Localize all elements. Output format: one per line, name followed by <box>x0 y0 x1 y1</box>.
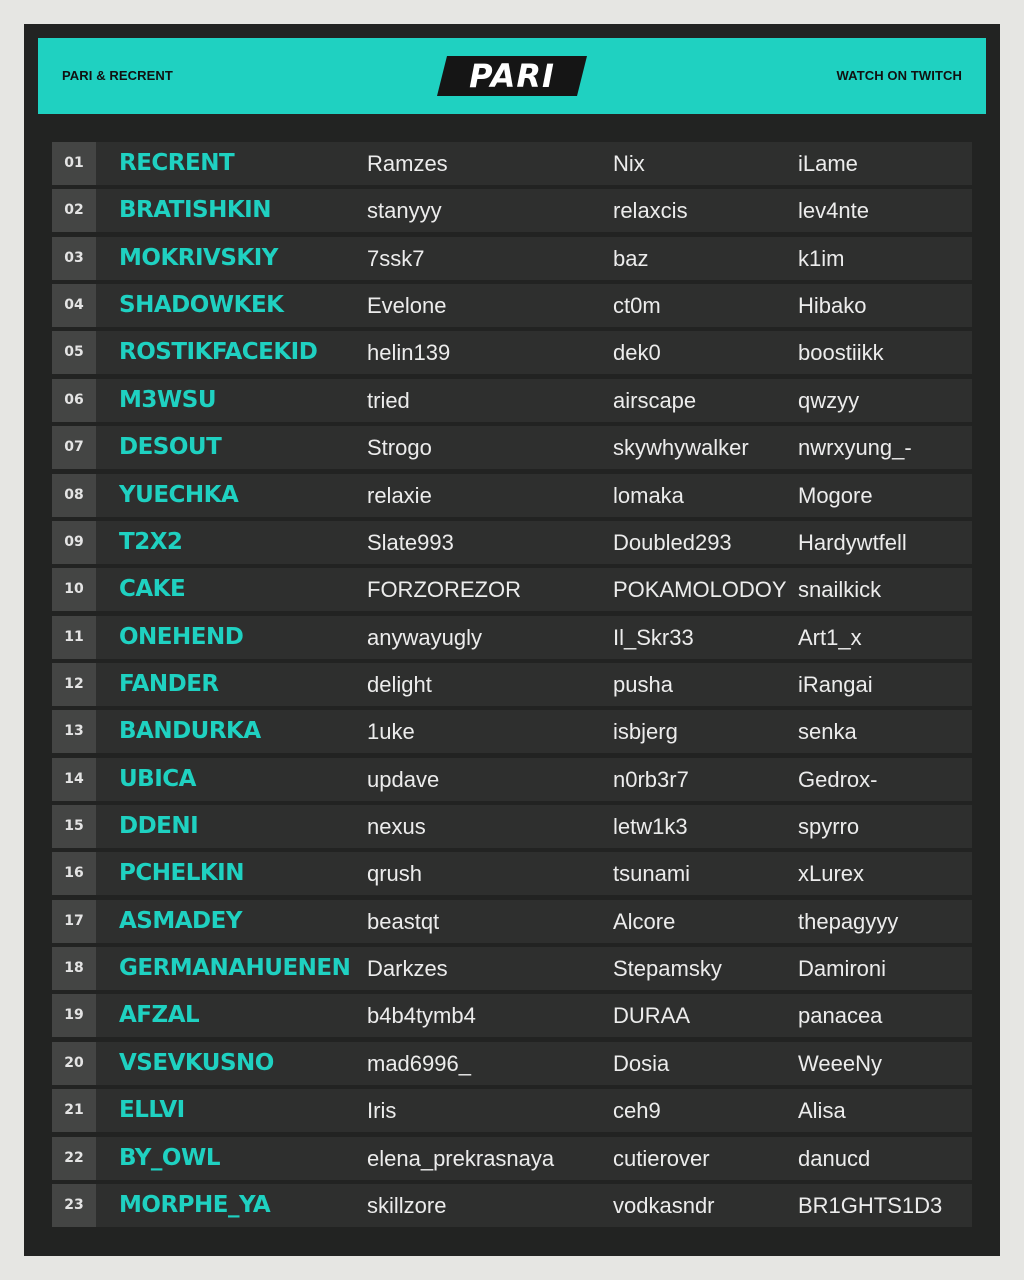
team-row <box>52 1089 972 1132</box>
team-row <box>52 142 972 185</box>
player-name: n0rb3r7 <box>613 766 689 792</box>
player-name: qrush <box>367 861 423 887</box>
team-number: 21 <box>52 1089 96 1132</box>
player-name: ceh9 <box>613 1098 661 1124</box>
team-row <box>52 474 972 517</box>
captain-name: AFZAL <box>119 1002 200 1029</box>
team-number: 09 <box>52 521 96 564</box>
team-number: 16 <box>52 852 96 895</box>
player-name: lomaka <box>613 482 684 508</box>
player-name: stanyyy <box>367 198 442 224</box>
team-row <box>52 710 972 753</box>
team-number: 13 <box>52 710 96 753</box>
player-name: isbjerg <box>613 719 678 745</box>
team-row <box>52 852 972 895</box>
player-name: dek0 <box>613 340 661 366</box>
team-row <box>52 379 972 422</box>
team-row <box>52 284 972 327</box>
player-name: thepagyyy <box>798 908 899 934</box>
player-name: Nix <box>613 151 645 176</box>
captain-name: ASMADEY <box>119 907 243 934</box>
player-name: updave <box>367 766 440 792</box>
team-row <box>52 900 972 943</box>
team-row <box>52 189 972 232</box>
header-left-text: PARI & RECRENT <box>62 68 173 83</box>
captain-name: M3WSU <box>119 386 217 413</box>
team-number: 19 <box>52 994 96 1037</box>
player-name: baz <box>613 245 649 271</box>
player-name: letw1k3 <box>613 814 688 840</box>
team-list <box>52 142 972 1231</box>
player-name: Strogo <box>367 435 432 461</box>
player-name: elena_prekrasnaya <box>367 1145 555 1171</box>
team-row <box>52 331 972 374</box>
player-name: nexus <box>367 814 426 840</box>
player-name: pusha <box>613 671 673 697</box>
captain-name: GERMANAHUENEN <box>119 955 351 982</box>
player-name: tried <box>367 387 410 413</box>
player-name: mad6996_ <box>367 1050 471 1076</box>
team-row <box>52 994 972 1037</box>
team-row <box>52 805 972 848</box>
player-name: Gedrox- <box>798 766 878 792</box>
team-row <box>52 758 972 801</box>
captain-name: BANDURKA <box>119 718 261 745</box>
roster-card <box>24 24 1000 1256</box>
player-name: anywayugly <box>367 624 482 650</box>
player-name: 7ssk7 <box>367 245 425 271</box>
logo-text: PARI <box>469 57 555 95</box>
team-number: 22 <box>52 1137 96 1180</box>
team-number: 18 <box>52 947 96 990</box>
captain-name: PCHELKIN <box>119 860 244 887</box>
player-name: airscape <box>613 387 697 413</box>
player-name: helin139 <box>367 340 451 366</box>
captain-name: DDENI <box>119 813 199 840</box>
team-row <box>52 521 972 564</box>
player-name: WeeeNy <box>798 1050 882 1076</box>
player-name: Alcore <box>613 908 676 934</box>
captain-name: MORPHE_YA <box>119 1191 271 1218</box>
captain-name: ELLVI <box>119 1097 185 1124</box>
player-name: beastqt <box>367 908 440 934</box>
captain-name: FANDER <box>119 670 219 697</box>
player-name: BR1GHTS1D3 <box>798 1192 943 1218</box>
player-name: relaxie <box>367 482 432 508</box>
player-name: Ramzes <box>367 151 448 176</box>
player-name: skillzore <box>367 1192 447 1218</box>
player-name: Damironi <box>798 956 887 982</box>
player-name: FORZOREZOR <box>367 577 521 603</box>
team-number: 17 <box>52 900 96 943</box>
team-number: 08 <box>52 474 96 517</box>
player-name: DURAA <box>613 1003 691 1029</box>
player-name: spyrro <box>798 814 860 840</box>
player-name: Hardywtfell <box>798 529 907 555</box>
player-name: Alisa <box>798 1098 846 1124</box>
team-row <box>52 663 972 706</box>
player-name: relaxcis <box>613 198 688 224</box>
captain-name: YUECHKA <box>119 481 239 508</box>
player-name: Il_Skr33 <box>613 624 694 650</box>
player-name: Slate993 <box>367 529 454 555</box>
player-name: 1uke <box>367 719 415 745</box>
player-name: Doubled293 <box>613 529 732 555</box>
player-name: POKAMOLODOY <box>613 577 787 603</box>
captain-name: T2X2 <box>119 528 183 555</box>
team-number: 12 <box>52 663 96 706</box>
player-name: lev4nte <box>798 198 869 224</box>
team-row <box>52 947 972 990</box>
team-number: 03 <box>52 237 96 280</box>
captain-name: DESOUT <box>119 434 222 461</box>
captain-name: SHADOWKEK <box>119 292 284 319</box>
pari-logo <box>442 56 582 96</box>
team-number: 01 <box>52 142 96 185</box>
team-number: 10 <box>52 568 96 611</box>
captain-name: ONEHEND <box>119 623 244 650</box>
header-banner <box>38 38 986 114</box>
player-name: Evelone <box>367 293 447 319</box>
team-row <box>52 616 972 659</box>
captain-name: RECRENT <box>119 150 235 176</box>
team-number: 20 <box>52 1042 96 1085</box>
player-name: qwzyy <box>798 387 860 413</box>
player-name: delight <box>367 671 432 697</box>
player-name: xLurex <box>798 861 865 887</box>
team-number: 04 <box>52 284 96 327</box>
player-name: boostiikk <box>798 340 884 366</box>
team-row <box>52 237 972 280</box>
player-name: vodkasndr <box>613 1192 715 1218</box>
player-name: snailkick <box>798 577 882 603</box>
player-name: senka <box>798 719 857 745</box>
player-name: tsunami <box>613 861 691 887</box>
player-name: Darkzes <box>367 956 448 982</box>
player-name: b4b4tymb4 <box>367 1003 476 1029</box>
team-row <box>52 1137 972 1180</box>
watch-on-twitch-link[interactable]: WATCH ON TWITCH <box>836 68 962 83</box>
team-row <box>52 568 972 611</box>
captain-name: VSEVKUSNO <box>119 1049 274 1076</box>
player-name: ct0m <box>613 293 661 319</box>
captain-name: MOKRIVSKIY <box>119 244 278 271</box>
team-number: 06 <box>52 379 96 422</box>
captain-name: ROSTIKFACEKID <box>119 339 318 366</box>
team-number: 15 <box>52 805 96 848</box>
team-number: 07 <box>52 426 96 469</box>
player-name: k1im <box>798 245 845 271</box>
player-name: Hibako <box>798 293 867 319</box>
player-name: iRangai <box>798 671 873 697</box>
team-number: 23 <box>52 1184 96 1227</box>
team-row <box>52 426 972 469</box>
player-name: Mogore <box>798 482 873 508</box>
player-name: nwrxyung_- <box>798 435 912 461</box>
player-name: iLame <box>798 151 858 176</box>
player-name: Stepamsky <box>613 956 722 982</box>
captain-name: UBICA <box>119 765 196 792</box>
team-row <box>52 1184 972 1227</box>
team-number: 14 <box>52 758 96 801</box>
player-name: danucd <box>798 1145 871 1171</box>
team-number: 02 <box>52 189 96 232</box>
player-name: Art1_x <box>798 624 862 650</box>
captain-name: CAKE <box>119 576 186 603</box>
team-number: 11 <box>52 616 96 659</box>
captain-name: BRATISHKIN <box>119 197 271 224</box>
player-name: Dosia <box>613 1050 670 1076</box>
captain-name: BY_OWL <box>119 1144 221 1171</box>
player-name: cutierover <box>613 1145 710 1171</box>
team-number: 05 <box>52 331 96 374</box>
player-name: Iris <box>367 1098 397 1124</box>
team-row <box>52 1042 972 1085</box>
player-name: panacea <box>798 1003 883 1029</box>
player-name: skywhywalker <box>613 435 749 461</box>
